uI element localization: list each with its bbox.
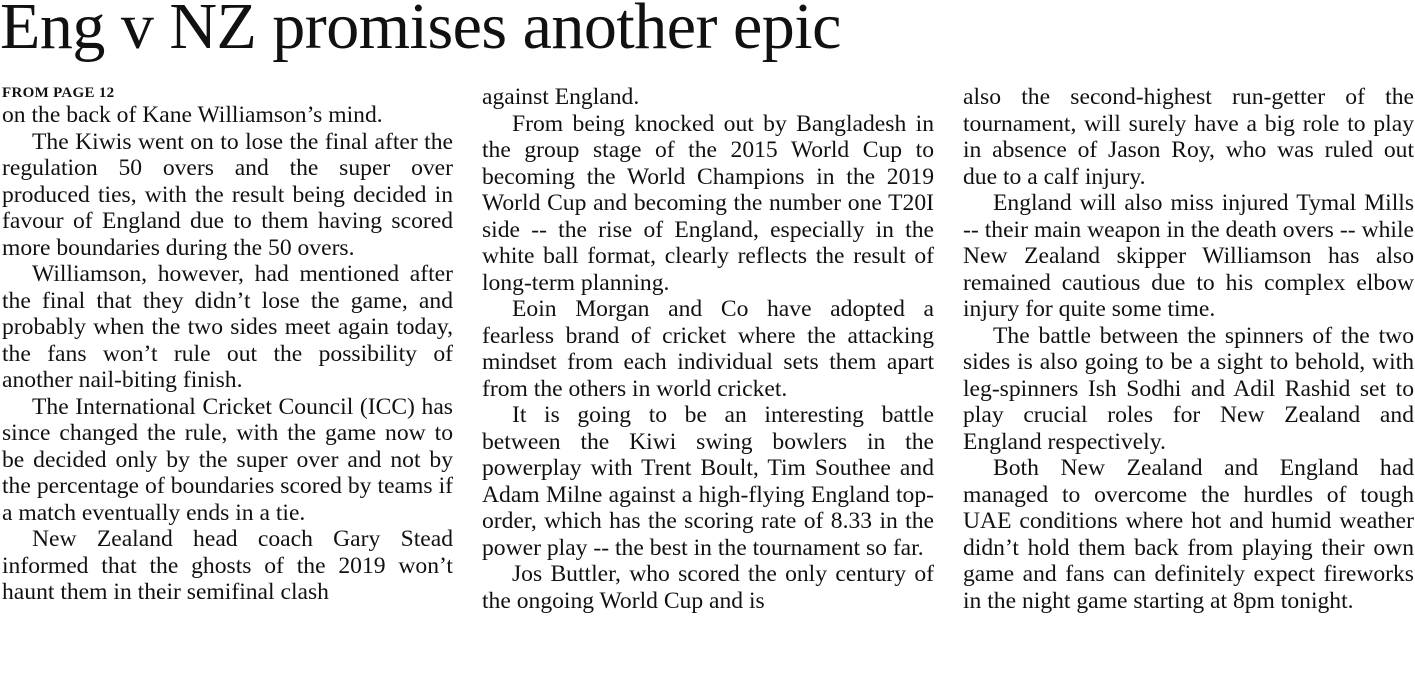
paragraph: Eoin Morgan and Co have adopted a fearless brand of cricket where the attacking mindset from each individual sets them apart from the others in world cricket. [482, 296, 934, 402]
paragraph: Jos Buttler, who scored the only century of the ongoing World Cup and is [482, 561, 934, 614]
paragraph: It is going to be an interesting battle between the Kiwi swing bowlers in the powerplay with Trent Boult, Tim Southee and Adam Milne against a high-flying England top-order, which has the scoring rate of 8.33 in the power play -- the best in the tournament so far. [482, 402, 934, 561]
paragraph: against England. [482, 84, 640, 110]
article-column-1 [2, 84, 453, 606]
paragraph: also the second-highest run-getter of the tournament, will surely have a big role to play in absence of Jason Roy, who was ruled out due to a calf injury. [963, 84, 1414, 190]
continued-from-kicker: FROM PAGE 12 [2, 85, 115, 101]
paragraph: Both New Zealand and England had managed to overcome the hurdles of tough UAE conditions where hot and humid weather didn’t hold them back from playing their own game and fans can definitely expect fireworks in the night game starting at 8pm tonight. [963, 455, 1414, 614]
paragraph: The Kiwis went on to lose the final after the regulation 50 overs and the super over produced ties, with the result being decided in favour of England due to them having scored more boundaries during the 50 overs. [2, 128, 453, 261]
paragraph: The International Cricket Council (ICC) has since changed the rule, with the game now to be decided only by the super over and not by the percentage of boundaries scored by teams if a match eventually ends in a tie. [2, 393, 453, 526]
paragraph: New Zealand head coach Gary Stead informed that the ghosts of the 2019 won’t haunt them in their semifinal clash [2, 526, 453, 605]
paragraph: England will also miss injured Tymal Mills -- their main weapon in the death overs -- while New Zealand skipper Williamson has also remained cautious due to his complex elbow injury for quite some time. [963, 190, 1414, 322]
article-column-2 [482, 84, 934, 614]
paragraph: From being knocked out by Bangladesh in the group stage of the 2015 World Cup to becoming the World Champions in the 2019 World Cup and becoming the number one T20I side -- the rise of England, especially in the white ball format, clearly reflects the result of long-term planning. [482, 110, 934, 296]
article-headline: Eng v NZ promises another epic [0, 0, 841, 63]
paragraph: The battle between the spinners of the two sides is also going to be a sight to behold, with leg-spinners Ish Sodhi and Adil Rashid set to play crucial roles for New Zealand and England respectively. [963, 322, 1414, 455]
paragraph: on the back of Kane Williamson’s mind. [2, 102, 383, 128]
article-column-3 [963, 84, 1414, 614]
paragraph: Williamson, however, had mentioned after the final that they didn’t lose the game, and probably when the two sides meet again today, the fans won’t rule out the possibility of another nail-biting finish. [2, 261, 453, 393]
